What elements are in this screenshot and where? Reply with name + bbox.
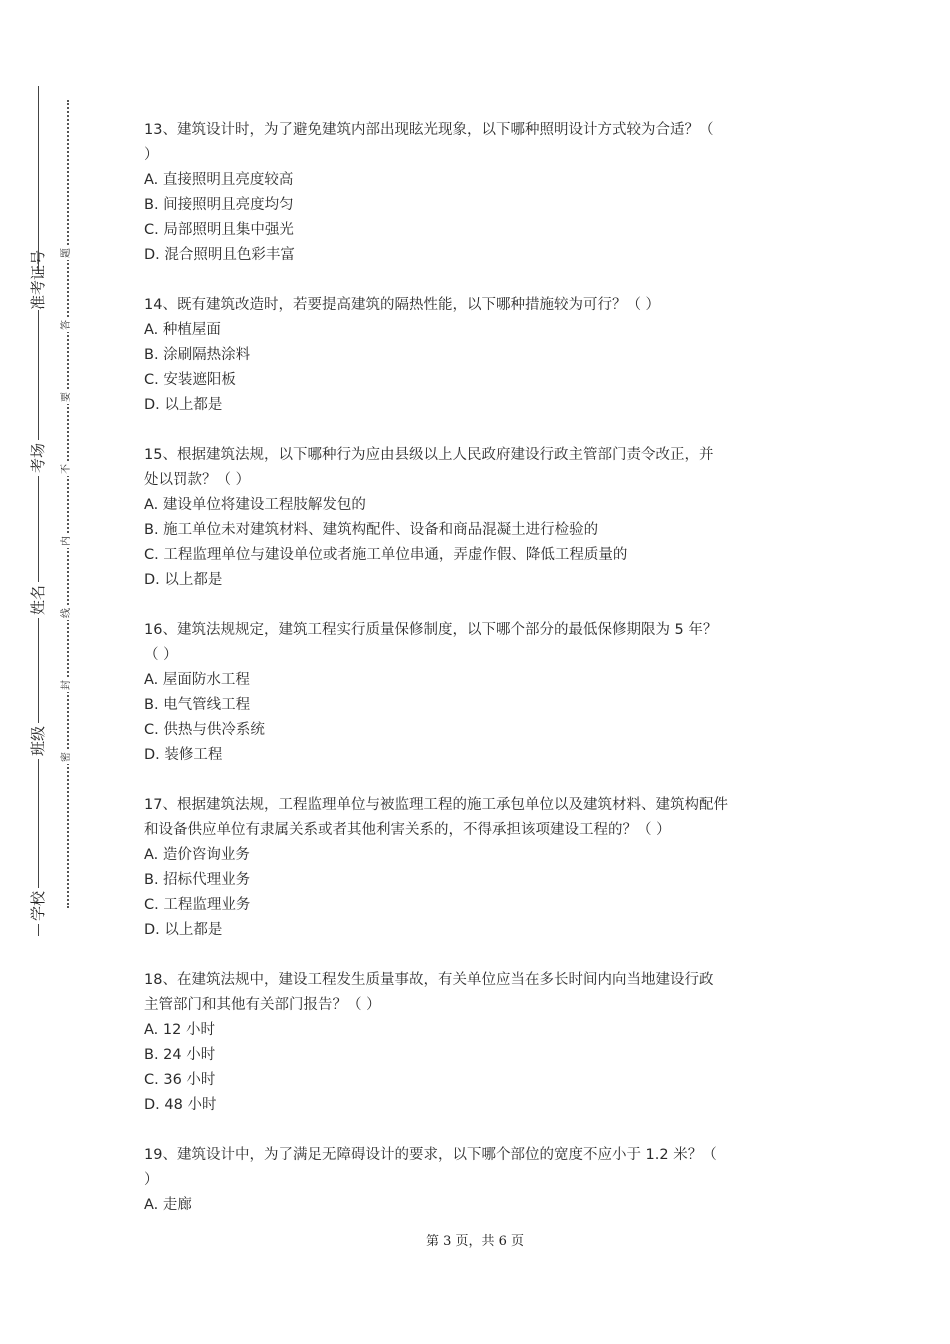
option-a: A. 屋面防水工程 bbox=[144, 672, 250, 688]
question-16 bbox=[144, 618, 814, 768]
option-c: C. 安装遮阳板 bbox=[144, 372, 236, 388]
option-d: D. 混合照明且色彩丰富 bbox=[144, 247, 295, 263]
field-label-exam-room: 考场 bbox=[28, 440, 48, 476]
question-13 bbox=[144, 118, 814, 268]
option-a: A. 造价咨询业务 bbox=[144, 847, 250, 863]
option-b: B. 24 小时 bbox=[144, 1047, 216, 1063]
option-d: D. 以上都是 bbox=[144, 922, 223, 938]
option-d: D. 以上都是 bbox=[144, 397, 223, 413]
question-list bbox=[144, 118, 814, 1243]
option-d: D. 以上都是 bbox=[144, 572, 223, 588]
seal-char: 封 bbox=[61, 680, 72, 690]
question-stem: 14、既有建筑改造时，若要提高建筑的隔热性能，以下哪种措施较为可行？（ ） bbox=[144, 297, 661, 313]
question-stem: 18、在建筑法规中，建设工程发生质量事故，有关单位应当在多长时间内向当地建设行政 bbox=[144, 972, 714, 988]
question-stem: 17、根据建筑法规，工程监理单位与被监理工程的施工承包单位以及建筑材料、建筑构配件 bbox=[144, 797, 728, 813]
question-17 bbox=[144, 793, 814, 943]
option-a: A. 种植屋面 bbox=[144, 322, 221, 338]
question-stem: 16、建筑法规规定，建筑工程实行质量保修制度，以下哪个部分的最低保修期限为 5 年？ bbox=[144, 622, 718, 638]
option-d: D. 48 小时 bbox=[144, 1097, 217, 1113]
field-label-school: 学校 bbox=[28, 888, 48, 924]
question-stem: （ ） bbox=[144, 647, 178, 663]
option-b: B. 招标代理业务 bbox=[144, 872, 251, 888]
option-c: C. 供热与供冷系统 bbox=[144, 722, 265, 738]
field-label-class: 班级 bbox=[28, 723, 48, 759]
field-label-exam-number: 准考证号 bbox=[29, 249, 47, 310]
binding-solid-line bbox=[38, 86, 39, 936]
question-stem: 13、建筑设计时，为了避免建筑内部出现眩光现象，以下哪种照明设计方式较为合适？（ bbox=[144, 122, 714, 138]
seal-char: 不 bbox=[61, 464, 72, 474]
option-c: C. 36 小时 bbox=[144, 1072, 216, 1088]
question-stem: 主管部门和其他有关部门报告？（ ） bbox=[144, 997, 381, 1013]
option-b: B. 涂刷隔热涂料 bbox=[144, 347, 251, 363]
seal-dotted-line bbox=[67, 100, 69, 908]
page-footer: 第 3 页，共 6 页 bbox=[425, 1234, 525, 1249]
seal-char: 要 bbox=[61, 392, 72, 402]
question-stem: 15、根据建筑法规，以下哪种行为应由县级以上人民政府建设行政主管部门责令改正，并 bbox=[144, 447, 714, 463]
option-d: D. 装修工程 bbox=[144, 747, 223, 763]
seal-char: 答 bbox=[61, 320, 72, 330]
binding-margin bbox=[0, 0, 90, 1344]
option-a: A. 直接照明且亮度较高 bbox=[144, 172, 294, 188]
option-b: B. 施工单位未对建筑材料、建筑构配件、设备和商品混凝土进行检验的 bbox=[144, 522, 599, 538]
option-a: A. 12 小时 bbox=[144, 1022, 215, 1038]
option-b: B. 电气管线工程 bbox=[144, 697, 251, 713]
option-c: C. 局部照明且集中强光 bbox=[144, 222, 294, 238]
seal-char: 线 bbox=[61, 608, 72, 618]
question-14 bbox=[144, 293, 814, 418]
option-b: B. 间接照明且亮度均匀 bbox=[144, 197, 294, 213]
field-label-name: 姓名 bbox=[28, 582, 48, 618]
question-stem: 19、建筑设计中，为了满足无障碍设计的要求，以下哪个部位的宽度不应小于 1.2 米？（ bbox=[144, 1147, 717, 1163]
question-15 bbox=[144, 443, 814, 593]
option-c: C. 工程监理业务 bbox=[144, 897, 251, 913]
option-a: A. 走廊 bbox=[144, 1197, 192, 1213]
question-stem: 和设备供应单位有隶属关系或者其他利害关系的，不得承担该项建设工程的？（ ） bbox=[144, 822, 671, 838]
option-c: C. 工程监理单位与建设单位或者施工单位串通，弄虚作假、降低工程质量的 bbox=[144, 547, 628, 563]
question-stem: ） bbox=[144, 147, 159, 163]
question-stem: ） bbox=[144, 1172, 159, 1188]
seal-char: 密 bbox=[61, 752, 72, 762]
question-18 bbox=[144, 968, 814, 1118]
seal-char: 内 bbox=[61, 536, 72, 546]
question-19 bbox=[144, 1143, 814, 1218]
question-stem: 处以罚款？（ ） bbox=[144, 472, 251, 488]
seal-char: 题 bbox=[61, 248, 72, 258]
option-a: A. 建设单位将建设工程肢解发包的 bbox=[144, 497, 366, 513]
